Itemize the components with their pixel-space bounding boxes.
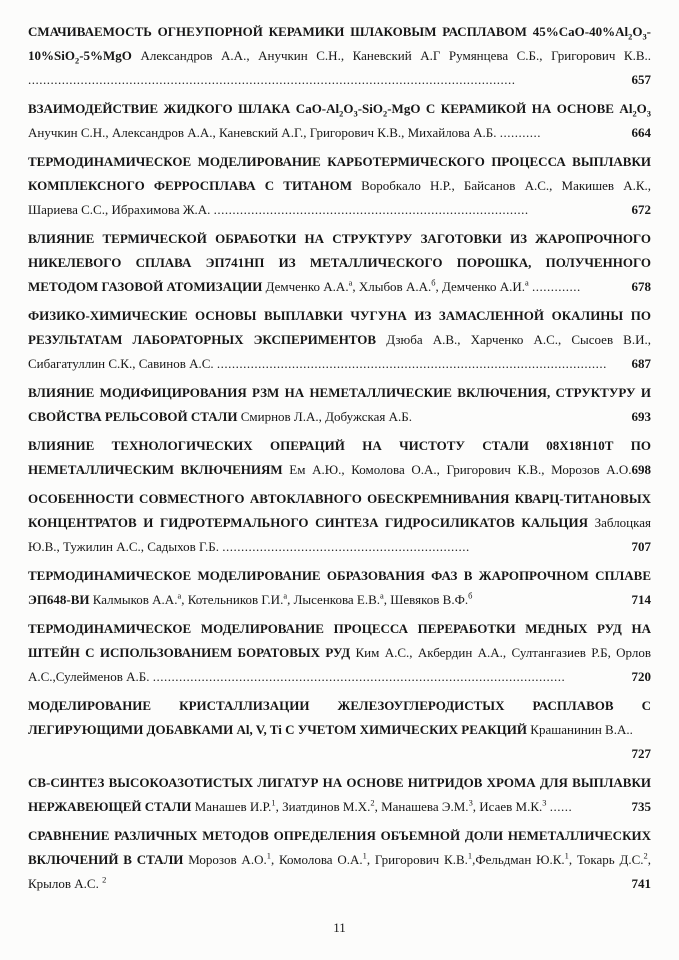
subscript: 2 xyxy=(632,108,637,119)
subscript: 2 xyxy=(628,31,633,42)
toc-leader-dots: ........................................................................................................ xyxy=(216,356,607,371)
toc-entry-title: СРАВНЕНИЕ РАЗЛИЧНЫХ МЕТОДОВ ОПРЕДЕЛЕНИЯ ОБЪЕМНОЙ ДОЛИ НЕМЕТАЛЛИЧЕСКИХ ВКЛЮЧЕНИЙ В СТАЛИ xyxy=(28,828,651,867)
toc-entry xyxy=(28,227,651,299)
toc-entry-authors: Смирнов Л.А., Добужская А.Б. xyxy=(240,409,412,424)
toc-entry-page: 735 xyxy=(631,799,651,814)
toc-entry-title: ВЗАИМОДЕЙСТВИЕ ЖИДКОГО ШЛАКА CaO-$Al_2O_3-SiO_2$-MgO С КЕРАМИКОЙ НА ОСНОВЕ $Al_2O_3$ xyxy=(28,101,651,119)
subscript: 2 xyxy=(383,108,388,119)
superscript: 1 xyxy=(564,850,569,861)
superscript: а xyxy=(380,590,384,601)
page-number-footer: 11 xyxy=(333,920,346,935)
superscript: 2 xyxy=(102,874,107,885)
toc-entry-page: 664 xyxy=(631,125,651,140)
superscript: а xyxy=(283,590,288,601)
subscript: 3 xyxy=(646,108,651,119)
toc-entry xyxy=(28,97,651,145)
toc-list xyxy=(28,20,651,896)
toc-entry xyxy=(28,304,651,376)
superscript: 2 xyxy=(643,850,648,861)
toc-entry xyxy=(28,150,651,222)
superscript: а xyxy=(348,277,353,288)
superscript: б xyxy=(468,590,473,601)
toc-entry-authors: Демченко А.А.$^а$, Хлыбов А.А.$^б$, Демченко А.И.$^а$ xyxy=(265,277,529,294)
toc-entry xyxy=(28,487,651,559)
toc-entry-page: 657 xyxy=(631,72,651,87)
toc-entry-page: 714 xyxy=(631,592,651,607)
toc-entry-title: ВЛИЯНИЕ МОДИФИЦИРОВАНИЯ РЗМ НА НЕМЕТАЛЛИЧЕСКИЕ ВКЛЮЧЕНИЯ, СТРУКТУРУ И СВОЙСТВА РЕЛЬСОВОЙ СТАЛИ xyxy=(28,385,651,424)
superscript: а xyxy=(525,277,529,288)
toc-entry xyxy=(28,617,651,689)
toc-entry xyxy=(28,824,651,896)
toc-entry-page: 672 xyxy=(631,202,651,217)
superscript: 3 xyxy=(542,797,547,808)
superscript: 1 xyxy=(362,850,367,861)
toc-entry-page: 707 xyxy=(631,539,651,554)
toc-entry-title: ОСОБЕННОСТИ СОВМЕСТНОГО АВТОКЛАВНОГО ОБЕСКРЕМНИВАНИЯ КВАРЦ-ТИТАНОВЫХ КОНЦЕНТРАТОВ И ГИДРОТЕРМАЛЬНОГО СИНТЕЗА ГИДРОСИЛИКАТОВ КАЛЬЦИЯ xyxy=(28,491,651,530)
toc-entry xyxy=(28,564,651,612)
toc-entry-authors: Заблоцкая Ю.В., Тужилин А.С., Садыхов Г.Б. xyxy=(28,515,652,554)
toc-leader-dots: .............................................................................................................. xyxy=(152,669,566,684)
toc-entry-title: ФИЗИКО-ХИМИЧЕСКИЕ ОСНОВЫ ВЫПЛАВКИ ЧУГУНА ИЗ ЗАМАСЛЕННОЙ ОКАЛИНЫ ПО РЕЗУЛЬТАТАМ ЛАБОРАТОРНЫХ ЭКСПЕРИМЕНТОВ xyxy=(28,308,651,347)
toc-entry xyxy=(28,694,651,766)
toc-entry-title: ТЕРМОДИНАМИЧЕСКОЕ МОДЕЛИРОВАНИЕ КАРБОТЕРМИЧЕСКОГО ПРОЦЕССА ВЫПЛАВКИ КОМПЛЕКСНОГО ФЕРРОСПЛАВА С ТИТАНОМ xyxy=(28,154,651,193)
toc-entry-page: 720 xyxy=(631,669,651,684)
toc-entry-authors: Манашев И.Р.$^1$, Зиатдинов М.Х.$^2$, Манашева Э.М.$^3$, Исаев М.К.$^3$ xyxy=(194,797,547,814)
superscript: 1 xyxy=(266,850,271,861)
superscript: 1 xyxy=(467,850,473,861)
toc-entry-authors: Калмыков А.А.$^а$, Котельников Г.И.$^а$, Лысенкова Е.В.$^а$, Шевяков В.Ф.$^б$ xyxy=(92,590,473,607)
toc-leader-dots: ............. xyxy=(532,279,581,294)
toc-entry xyxy=(28,771,651,819)
toc-leader-dots: ........... xyxy=(499,125,542,140)
toc-entry-page: 698 xyxy=(631,462,651,477)
toc-entry-authors: Ким А.С., Акбердин А.А., Султангазиев Р.Б, Орлов А.С.,Сулейменов А.Б. xyxy=(28,645,651,684)
superscript: б xyxy=(431,277,436,288)
toc-entry-authors: Морозов А.О.$^1$, Комолова О.А.$^1$, Григорович К.В.$^1$,Фельдман Ю.К.$^1$, Токарь Д.С.$^2$, Крылов А.С. $^2$ xyxy=(28,850,652,891)
toc-leader-dots: .................................................................................................................................. xyxy=(28,72,516,87)
superscript: 1 xyxy=(271,797,276,808)
toc-entry-authors: Александров А.А., Анучкин С.Н., Каневский А.Г Румянцева С.Б., Григорович К.В.. xyxy=(140,48,651,63)
superscript: а xyxy=(177,590,182,601)
toc-entry-authors: Дзюба А.В., Харченко А.С., Сысоев В.И., Сибагатуллин С.К., Савинов А.С. xyxy=(28,332,651,371)
toc-entry-title: СВ-СИНТЕЗ ВЫСОКОАЗОТИСТЫХ ЛИГАТУР НА ОСНОВЕ НИТРИДОВ ХРОМА ДЛЯ ВЫПЛАВКИ НЕРЖАВЕЮЩЕЙ СТАЛИ xyxy=(28,775,651,814)
superscript: 2 xyxy=(370,797,375,808)
toc-entry xyxy=(28,20,651,92)
toc-entry-title: ВЛИЯНИЕ ТЕХНОЛОГИЧЕСКИХ ОПЕРАЦИЙ НА ЧИСТОТУ СТАЛИ 08Х18Н10Т ПО НЕМЕТАЛЛИЧЕСКИМ ВКЛЮЧЕНИЯМ xyxy=(28,438,651,477)
toc-entry-title: ТЕРМОДИНАМИЧЕСКОЕ МОДЕЛИРОВАНИЕ ОБРАЗОВАНИЯ ФАЗ В ЖАРОПРОЧНОМ СПЛАВЕ ЭП648-ВИ xyxy=(28,568,651,607)
toc-entry-title: ВЛИЯНИЕ ТЕРМИЧЕСКОЙ ОБРАБОТКИ НА СТРУКТУРУ ЗАГОТОВКИ ИЗ ЖАРОПРОЧНОГО НИКЕЛЕВОГО СПЛАВА ЭП741НП ИЗ МЕТАЛЛИЧЕСКОГО ПОРОШКА, ПОЛУЧЕННОГО МЕТОДОМ ГАЗОВОЙ АТОМИЗАЦИИ xyxy=(28,231,651,294)
toc-entry-title: ТЕРМОДИНАМИЧЕСКОЕ МОДЕЛИРОВАНИЕ ПРОЦЕССА ПЕРЕРАБОТКИ МЕДНЫХ РУД НА ШТЕЙН С ИСПОЛЬЗОВАНИЕМ БОРАТОВЫХ РУД xyxy=(28,621,651,660)
subscript: 3 xyxy=(353,108,358,119)
toc-entry-authors: Ем А.Ю., Комолова О.А., Григорович К.В., Морозов А.О. xyxy=(289,462,632,477)
toc-entry-page: 687 xyxy=(631,356,651,371)
toc-entry xyxy=(28,434,651,482)
toc-entry-page: 727 xyxy=(631,746,651,761)
toc-entry-title: МОДЕЛИРОВАНИЕ КРИСТАЛЛИЗАЦИИ ЖЕЛЕЗОУГЛЕРОДИСТЫХ РАСПЛАВОВ С ЛЕГИРУЮЩИМИ ДОБАВКАМИ Al, V, Ti С УЧЕТОМ ХИМИЧЕСКИХ РЕАКЦИЙ xyxy=(28,698,651,737)
toc-leader-dots: ...... xyxy=(549,799,573,814)
toc-entry xyxy=(28,381,651,429)
superscript: 3 xyxy=(468,797,473,808)
toc-entry-page: 741 xyxy=(631,876,651,891)
toc-entry-page: 678 xyxy=(631,279,651,294)
toc-entry-page: 693 xyxy=(631,409,651,424)
subscript: 3 xyxy=(642,31,647,42)
toc-entry-authors: Воробкало Н.Р., Байсанов А.С., Макишев А.К., Шариева С.С., Ибрахимова Ж.А. xyxy=(28,178,651,217)
toc-leader-dots: .................................................................................... xyxy=(213,202,529,217)
subscript: 2 xyxy=(339,108,344,119)
subscript: 2 xyxy=(74,55,80,66)
toc-entry-authors: Анучкин С.Н., Александров А.А., Каневский А.Г., Григорович К.В., Михайлова А.Б. xyxy=(28,125,500,140)
toc-entry-authors: Крашанинин В.А.. xyxy=(530,722,633,737)
toc-entry-title: СМАЧИВАЕМОСТЬ ОГНЕУПОРНОЙ КЕРАМИКИ ШЛАКОВЫМ РАСПЛАВОМ $45\%CaO-40\%Al_2O_3-10\%SiO_2-5\%MgO$ xyxy=(28,24,651,66)
toc-leader-dots: .................................................................. xyxy=(222,539,470,554)
